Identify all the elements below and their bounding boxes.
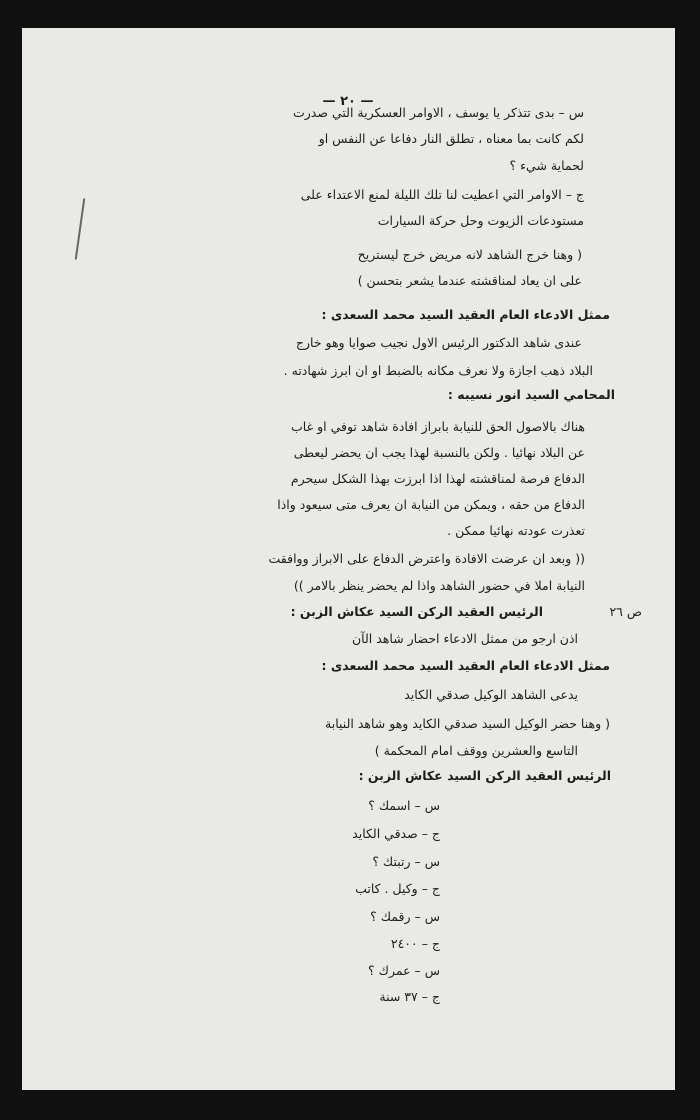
- transcript-line-q1-line2: لكم كانت بما معناه ، تطلق النار دفاعا عن النفس او: [318, 131, 584, 146]
- transcript-line-note3-line2: التاسع والعشرين ووقف امام المحكمة ): [374, 743, 578, 758]
- transcript-line-speaker1: ممثل الادعاء العام العقيد السيد محمد السعدى :: [321, 307, 610, 322]
- transcript-line-s2-line4: الدفاع من حقه ، ويمكن من النيابة ان يعرف متى سيعود واذا: [277, 497, 585, 512]
- transcript-line-qa5: س – رقمك ؟: [370, 909, 440, 924]
- transcript-line-note3-line1: ( وهنا حضر الوكيل السيد صدقي الكايد وهو شاهد النيابة: [325, 716, 610, 731]
- transcript-line-s2-line5: تعذرت عودته نهائيا ممكن .: [447, 523, 585, 538]
- transcript-line-note1-line2: على ان يعاد لمناقشته عندما يشعر بتحسن ): [357, 273, 582, 288]
- transcript-line-s3-line1: اذن ارجو من ممثل الادعاء احضار شاهد الآن: [351, 631, 578, 646]
- transcript-line-note1-line1: ( وهنا خرج الشاهد لانه مريض خرج ليستريح: [357, 247, 582, 262]
- transcript-line-qa8: ج – ٣٧ سنة: [379, 989, 440, 1004]
- transcript-line-s1-line1: عندى شاهد الدكتور الرئيس الاول نجيب صوايا وهو خارج: [295, 335, 582, 350]
- transcript-line-s2-line2: عن البلاد نهائيا . ولكن بالنسبة لهذا يجب ان يحضر ليعطى: [293, 445, 585, 460]
- transcript-line-qa3: س – رتبتك ؟: [372, 854, 440, 869]
- pen-mark: [75, 198, 86, 260]
- document-page: [22, 28, 675, 1090]
- transcript-line-note2-line2: النيابة املا في حضور الشاهد واذا لم يحضر ينظر بالامر )): [293, 578, 585, 593]
- transcript-line-qa1: س – اسمك ؟: [368, 798, 440, 813]
- transcript-line-s2-line1: هناك بالاصول الحق للنيابة بابراز افادة شاهد توفي او غاب: [291, 419, 585, 434]
- transcript-line-a1-line2: مستودعات الزيوت وحل حركة السيارات: [377, 213, 584, 228]
- transcript-line-s4-line1: يدعى الشاهد الوكيل صدقي الكايد: [404, 687, 578, 702]
- transcript-line-page-ref: ص ٢٦: [609, 604, 642, 619]
- transcript-line-s1-line2: البلاد ذهب اجازة ولا نعرف مكانه بالضبط او ان ابرز شهادته .: [283, 363, 593, 378]
- transcript-line-qa4: ج – وكيل . كاتب: [355, 881, 440, 896]
- transcript-line-note2-line1: (( وبعد ان عرضت الافادة واعترض الدفاع على الابراز ووافقت: [268, 551, 585, 566]
- transcript-line-qa7: س – عمرك ؟: [368, 963, 440, 978]
- transcript-line-speaker3: الرئيس العقيد الركن السيد عكاش الزبن :: [290, 604, 543, 619]
- transcript-line-s2-line3: الدفاع فرصة لمناقشته لهذا اذا ابرزت بهذا الشكل سيحرم: [290, 471, 585, 486]
- transcript-line-qa6: ج – ٢٤٠٠: [390, 936, 440, 951]
- transcript-line-q1-line1: س – بدى تتذكر يا يوسف ، الاوامر العسكرية التي صدرت: [293, 105, 584, 120]
- transcript-line-speaker4: ممثل الادعاء العام العقيد السيد محمد السعدى :: [321, 658, 610, 673]
- transcript-line-speaker5: الرئيس العقيد الركن السيد عكاش الزبن :: [358, 768, 611, 783]
- transcript-line-a1-line1: ج – الاوامر التي اعطيت لنا تلك الليلة لمنع الاعتداء على: [300, 187, 584, 202]
- page-number: — ٢٠ —: [322, 94, 374, 109]
- transcript-line-q1-line3: لحماية شيء ؟: [509, 158, 584, 173]
- transcript-line-qa2: ج – صدقي الكايد: [352, 826, 440, 841]
- transcript-line-speaker2: المحامي السيد انور نسيبه :: [447, 387, 615, 402]
